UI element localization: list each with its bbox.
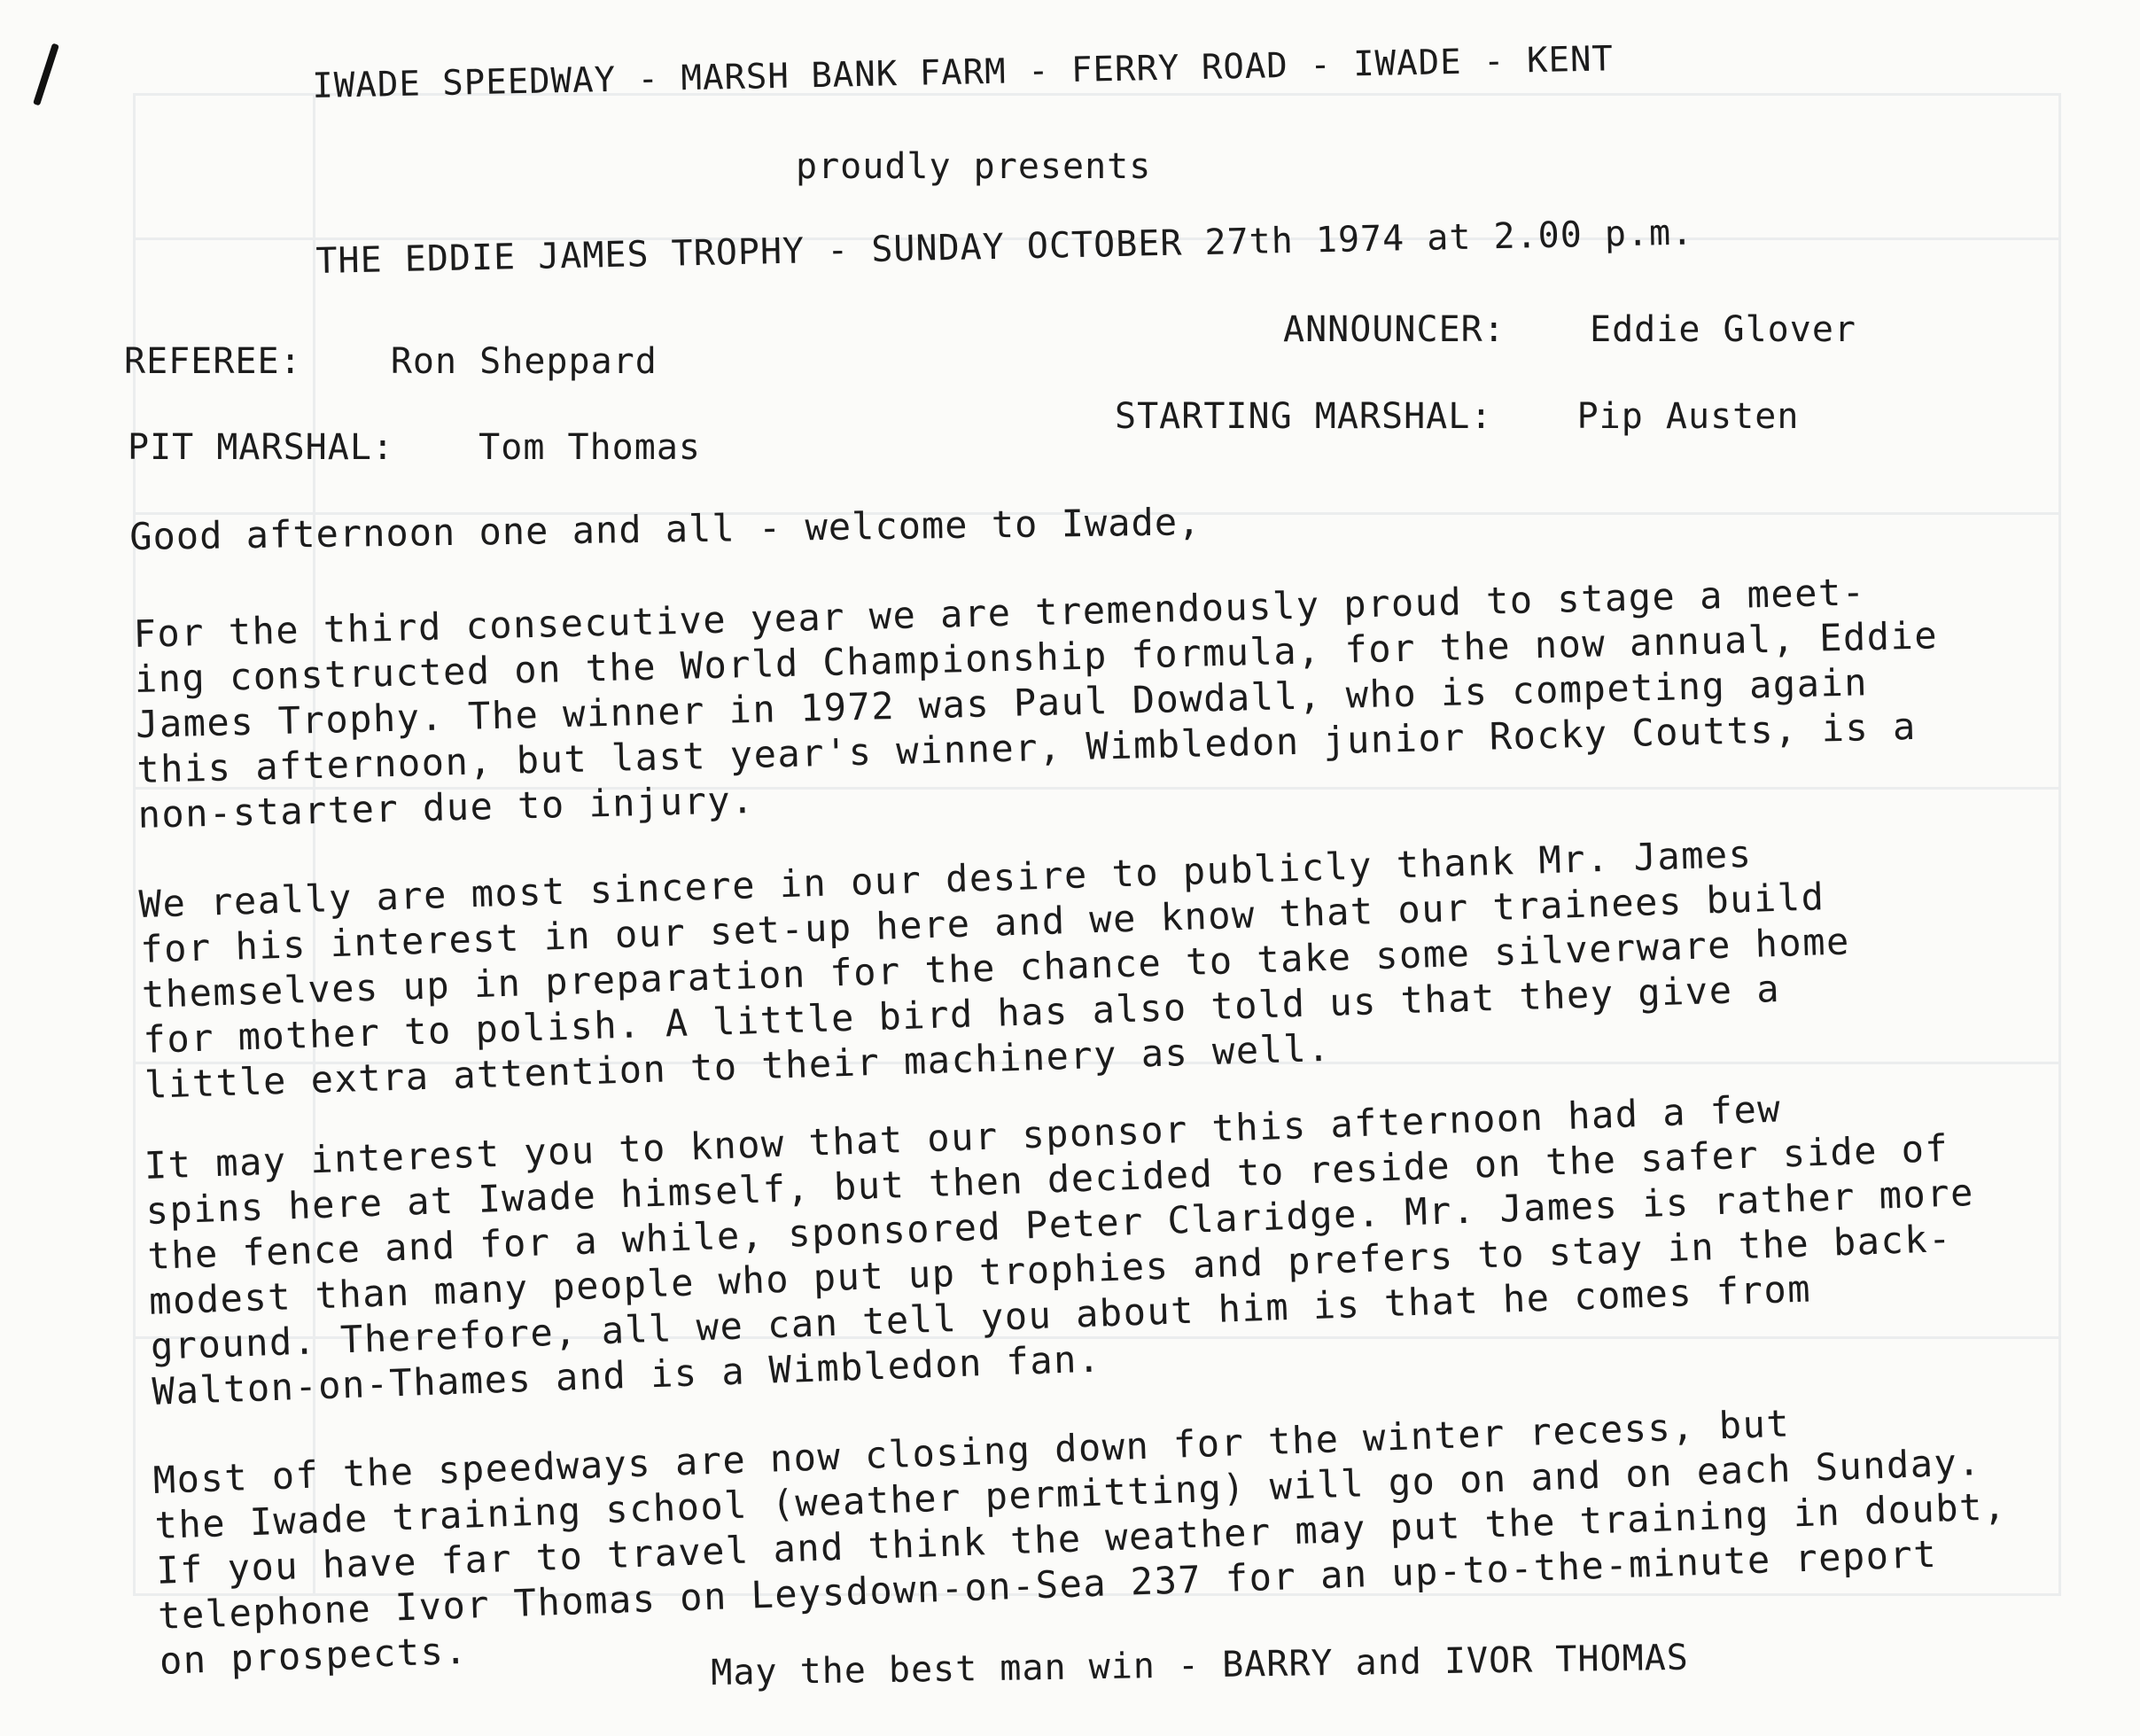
pen-tick-mark (33, 43, 59, 106)
venue-line: IWADE SPEEDWAY - MARSH BANK FARM - FERRY ROAD - IWADE - KENT (311, 39, 1615, 106)
greeting: Good afternoon one and all - welcome to Iwade, (128, 500, 1202, 558)
pit-marshal-name: Tom Thomas (479, 427, 701, 468)
starting-marshal-label: STARTING MARSHAL: (1115, 396, 1493, 437)
pit-marshal-row (128, 427, 701, 468)
paragraph-3: It may interest you to know that our sponsor this afternoon had a few spins here at Iwade himself, but then decided to reside on the safer side of the fence and for a while, sponsored Peter Claridge. Mr. James is rather more modest than many people who put up trophies and prefers to stay in the back- ground. Therefore, all we can tell you about him is that he comes from Walton-on-Thames and is a Wimbledon fan. (144, 1086, 1975, 1413)
starting-marshal-name: Pip Austen (1576, 396, 1800, 437)
paragraph-4: Most of the speedways are now closing down for the winter recess, but the Iwade training school (weather permitting) will go on and on each Sunday. If you have far to travel and think the weather may put the training in doubt, telephone Ivor Thomas on Leysdown-on-Sea 237 for an up-to-the-minute report on prospects. (152, 1401, 2008, 1683)
referee-label: REFEREE: (124, 341, 302, 382)
announcer-row (1283, 309, 1856, 350)
paragraph-1: For the third consecutive year we are tremendously proud to stage a meet- ing constructed on the World Championship formula, for the now annual, Eddie James Trophy. The winner in 1972 was Paul Dowdall, who is competing again this afternoon, but last year's winner, Wimbledon junior Rocky Coutts, is a non-starter due to injury. (133, 570, 1939, 837)
announcer-label: ANNOUNCER: (1283, 309, 1506, 350)
starting-marshal-row (1115, 396, 1800, 437)
referee-name: Ron Sheppard (390, 341, 658, 382)
presents-line: proudly presents (796, 146, 1152, 187)
paragraph-2: We really are most sincere in our desire to publicly thank Mr. James for his interest in our set-up here and we know that our trainees build themselves up in preparation for the chance to take some silverware home for mother to polish. A little bird has also told us that they give a little extra attention to their machinery as well. (138, 831, 1851, 1107)
signoff: May the best man win - BARRY and IVOR THOMAS (710, 1637, 1690, 1693)
referee-row (124, 341, 658, 382)
pit-marshal-label: PIT MARSHAL: (128, 427, 394, 468)
announcer-name: Eddie Glover (1590, 309, 1856, 350)
event-title: THE EDDIE JAMES TROPHY - SUNDAY OCTOBER 27th 1974 at 2.00 p.m. (315, 212, 1694, 282)
